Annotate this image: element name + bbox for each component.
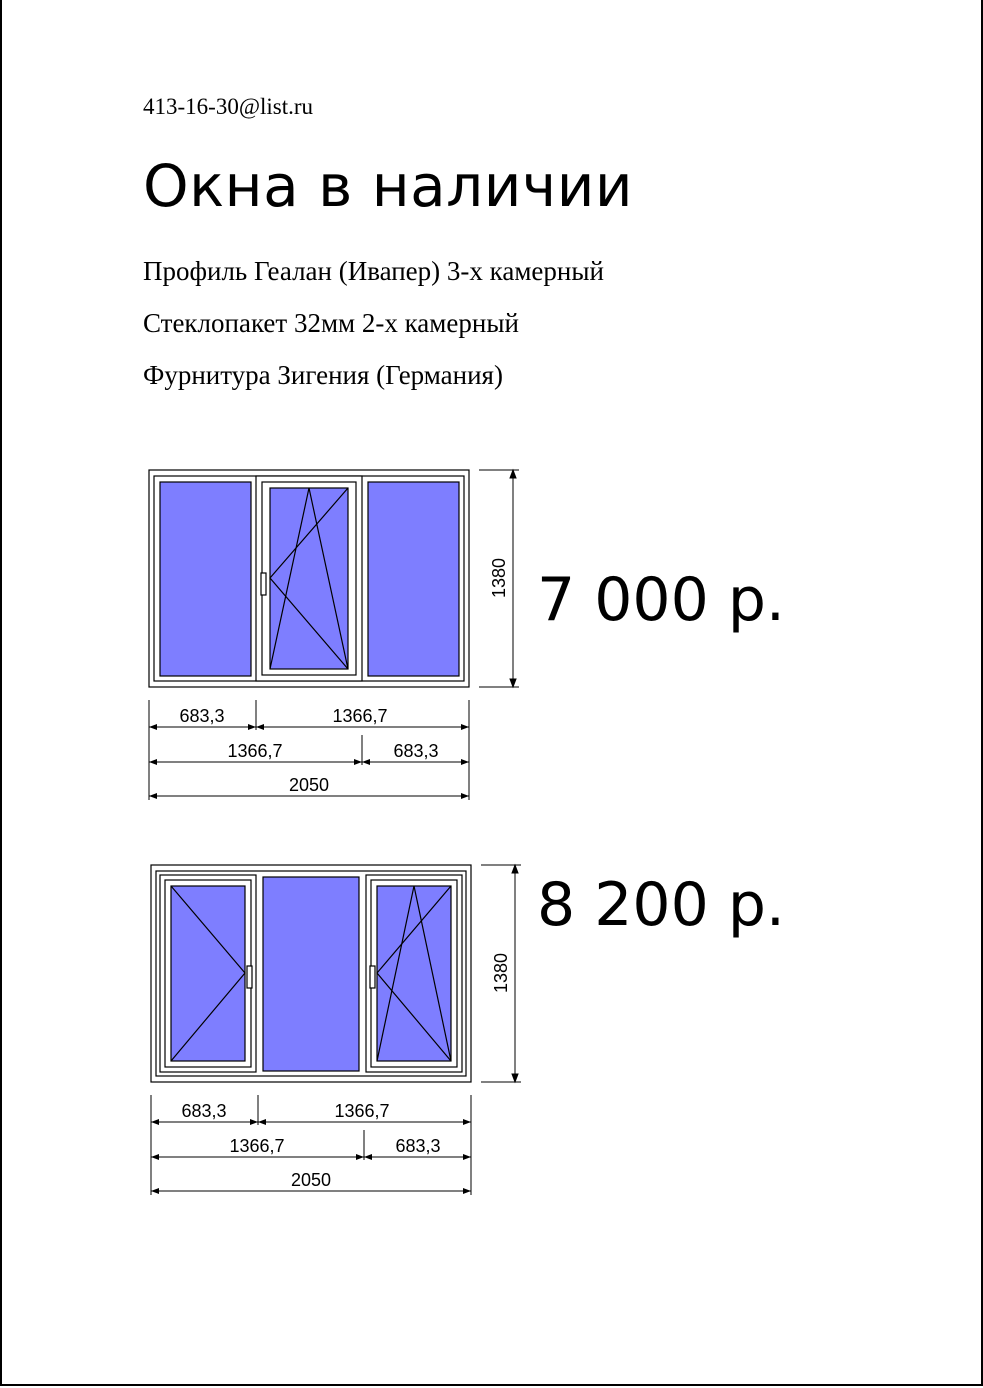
window-2-height-label: 1380 <box>491 952 511 994</box>
window-1-dim-right-2: 683,3 <box>393 741 439 761</box>
window-1-dim-left: 683,3 <box>179 706 225 726</box>
spec-glass-unit: Стеклопакет 32мм 2-х камерный <box>143 308 519 338</box>
window-1-dim-left-2: 1366,7 <box>227 741 283 761</box>
window-1-price: 7 000 р. <box>537 565 785 635</box>
page-title: Окна в наличии <box>143 152 634 220</box>
window-2-dim-total: 2050 <box>290 1170 332 1190</box>
spec-hardware: Фурнитура Зигения (Германия) <box>143 360 503 390</box>
window-2-dim-left-2: 1366,7 <box>229 1136 285 1156</box>
window-2-dim-left: 683,3 <box>181 1101 227 1121</box>
window-1-height-label: 1380 <box>489 557 509 599</box>
window-1-dim-total: 2050 <box>288 775 330 795</box>
window-2-dim-right-2: 683,3 <box>395 1136 441 1156</box>
contact-email: 413-16-30@list.ru <box>143 94 314 119</box>
window-2-price: 8 200 р. <box>537 870 785 940</box>
spec-profile: Профиль Геалан (Ивапер) 3-х камерный <box>143 256 604 286</box>
window-2-drawing <box>2 0 983 1388</box>
window-2-dim-right: 1366,7 <box>334 1101 390 1121</box>
window-1-dim-right: 1366,7 <box>332 706 388 726</box>
